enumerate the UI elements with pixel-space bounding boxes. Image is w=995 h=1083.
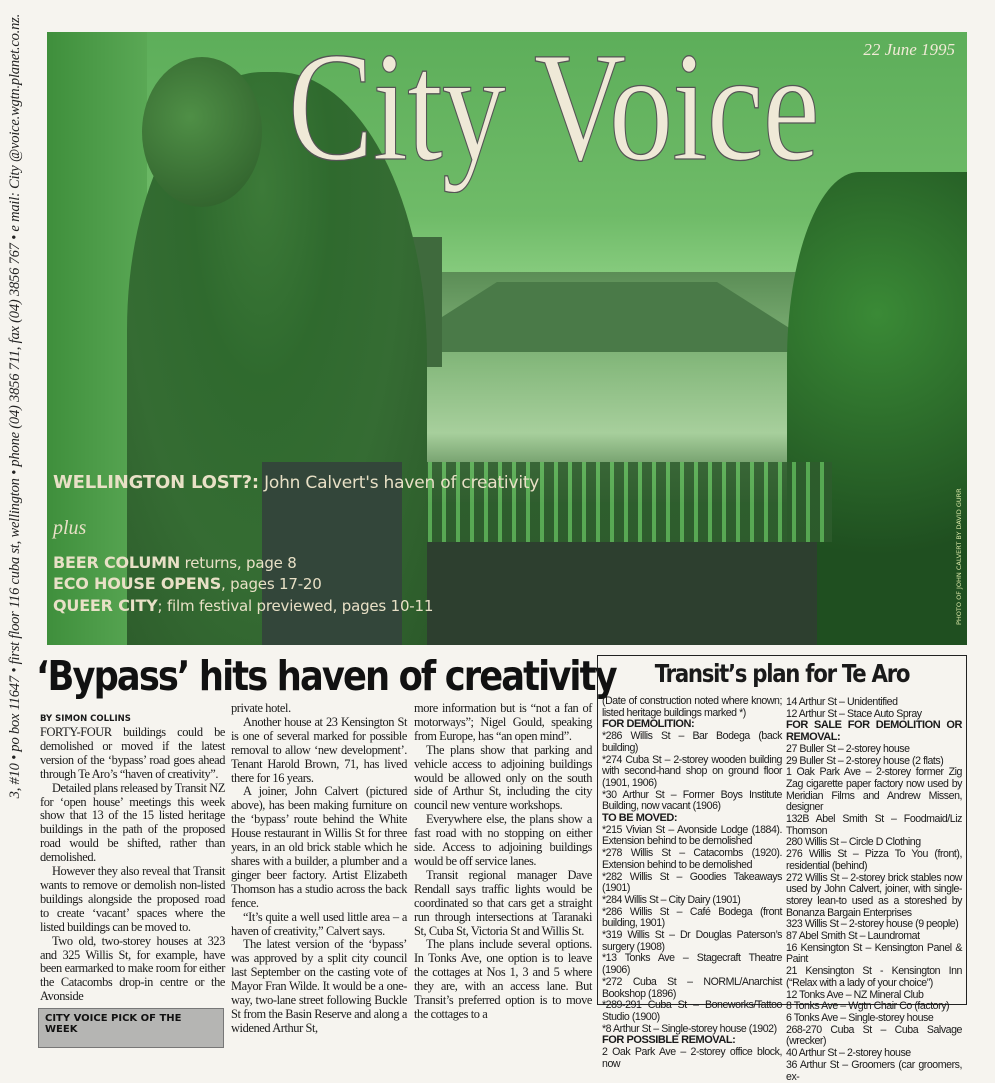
paragraph: Two old, two-storey houses at 323 and 325 Willis St, for example, have been earmarked to make room for either the Catacombs drop-in centre or the Avonside [40, 933, 225, 1004]
article-column-2 [231, 702, 407, 1036]
article-byline: BY SIMON COLLINS [40, 714, 131, 724]
photo-man-head [142, 57, 262, 207]
paragraph: The latest version of the ‘bypass’ was approved by a split city council last September on the casting vote of Mayor Fran Wilde. It would be a one-way, two-lane street following Buckle St from the Basin Reserve and along a widened Arthur St, [231, 937, 407, 1035]
sidebar-list-item: 280 Willis St – Circle D Clothing [786, 836, 921, 849]
sidebar-section-heading: FOR SALE FOR DEMOLITION OR REMOVAL: [786, 719, 962, 744]
sidebar-title: Transit’s plan for Te Aro [654, 659, 910, 688]
sidebar-list-item: 87 Abel Smith St – Laundromat [786, 930, 920, 943]
sidebar-list-item: 276 Willis St – Pizza To You (front), residential (behind) [786, 848, 962, 872]
sidebar-list-item: *272 Cuba St – NORML/Anarchist Bookshop (1896) [602, 975, 782, 1000]
feature-text: John Calvert's haven of creativity [264, 473, 540, 493]
sidebar-list-item: 1 Oak Park Ave – 2-storey former Zig Zag cigarette paper factory now used by Meridian Films and Andrew Missen, designer [786, 766, 962, 814]
sidebar-list-item: 12 Arthur St – Stace Auto Spray [786, 707, 922, 720]
sidebar-list-item: 36 Arthur St – Groomers (car groomers, ex- [786, 1058, 962, 1083]
paragraph: A joiner, John Calvert (pictured above), has been making furniture on the ‘bypass’ route behind the White House restaurant in Willis St for three years, in an old brick stable which he shares with a builder, a plumber and a ginger beer factory. Artist Elizabeth Thomson has a studio across the back fence. [231, 784, 407, 910]
article-column-3 [414, 702, 592, 1022]
teaser-kicker: ECO HOUSE OPENS [53, 574, 222, 593]
issue-date: 22 June 1995 [863, 40, 955, 59]
pick-of-week-box [38, 1008, 224, 1048]
teaser-queer-city[interactable] [53, 596, 433, 615]
paragraph: The plans include several options. In Tonks Ave, one option is to leave the cottages at Nos 1, 3 and 5 where they are, with an access lane. But Transit’s preferred option is to move the cottages to a [414, 937, 592, 1021]
sidebar-list-item: 8 Tonks Ave – Wgtn Chair Co (factory) [786, 1000, 950, 1013]
article-headline: ‘Bypass’ hits haven of creativity [36, 652, 616, 700]
sidebar-section-heading: TO BE MOVED: [602, 812, 678, 825]
teaser-text: returns, page 8 [184, 554, 297, 572]
sidebar-list-item: 268-270 Cuba St – Cuba Salvage (wrecker) [786, 1023, 962, 1048]
sidebar-list-item: 6 Tonks Ave – Single-storey house [786, 1011, 934, 1024]
sidebar-list-item: 2 Oak Park Ave – 2-storey office block, now [602, 1046, 782, 1070]
sidebar-list-item: *284 Willis St – City Dairy (1901) [602, 893, 741, 906]
sidebar-section-heading: FOR POSSIBLE REMOVAL: [602, 1034, 736, 1047]
sidebar-list-item: (Date of construction noted where known; listed heritage buildings marked *) [602, 695, 782, 719]
sidebar-list-item: *30 Arthur St – Former Boys Institute Building, now vacant (1906) [602, 788, 782, 813]
teaser-text: , pages 17-20 [221, 575, 322, 593]
sidebar-list-item: *274 Cuba St – 2-storey wooden building with second-hand shop on ground floor (1901, 1906) [602, 753, 782, 789]
masthead-title: City Voice [288, 20, 819, 193]
sidebar-list-item: *278 Willis St – Catacombs (1920). Extension behind to be demolished [602, 847, 782, 871]
sidebar-list-item: *286 Willis St – Café Bodega (front building, 1901) [602, 905, 782, 930]
paragraph: Another house at 23 Kensington St is one of several marked for possible removal to allow ‘new development’. Tenant Harold Brown, 71, has lived there for 16 years. [231, 714, 407, 785]
sidebar-column-1 [602, 696, 782, 1071]
sidebar-list-item: 21 Kensington St - Kensington Inn (“Relax with a lady of your choice”) [786, 965, 962, 989]
sidebar-list-item: 14 Arthur St – Unidentified [786, 696, 898, 708]
sidebar-list-item: 27 Buller St – 2-storey house [786, 742, 910, 755]
contact-strip: 3, #10 • po box 11647 • first floor 116 cuba st, wellington • phone (04) 3856 711, fax (04) 3856 767 • e mail: City @voice.wgtn.planet.co.nz. [7, 14, 23, 799]
sidebar-column-2 [786, 697, 962, 1083]
teaser-beer[interactable] [53, 553, 297, 572]
plus-label: plus [53, 517, 87, 539]
paragraph: Everywhere else, the plans show a fast road with no stopping on either side. Access to adjoining buildings would be off service lanes. [414, 812, 592, 868]
paragraph: Transit regional manager Dave Rendall says traffic lights would be coordinated so that cars get a straight run through intersections at Taranaki St, Cuba St, Victoria St and Willis St. [414, 867, 592, 938]
paragraph: Detailed plans released by Transit NZ for ‘open house’ meetings this week show that 13 of the 15 listed heritage buildings in the path of the proposed road would be shifted, rather than demolished. [40, 780, 225, 865]
paragraph: “It’s quite a well used little area – a haven of creativity,” Calvert says. [231, 909, 407, 938]
paragraph: However they also reveal that Transit wants to remove or demolish non-listed buildings alongside the proposed road to create ‘vacant’ spaces where the listed buildings can be moved to. [40, 864, 225, 934]
sidebar-list-item: 323 Willis St – 2-storey house (9 people) [786, 918, 959, 931]
sidebar-list-item: *286 Willis St – Bar Bodega (back building) [602, 730, 782, 754]
sidebar-section-heading: FOR DEMOLITION: [602, 718, 695, 731]
teaser-kicker: QUEER CITY [53, 596, 158, 615]
pick-of-week-heading: CITY VOICE PICK OF THE WEEK [45, 1013, 182, 1035]
paragraph: private hotel. [231, 701, 291, 715]
paragraph: The plans show that parking and vehicle access to adjoining buildings would be allowed only on the south side of Arthur St, including the city council new venture workshops. [414, 742, 592, 813]
teaser-text: ; film festival previewed, pages 10-11 [157, 597, 434, 615]
sidebar-list-item: 272 Willis St – 2-storey brick stables now used by John Calvert, joiner, with single-storey lean-to used as a storeshed by Bonanza Bargain Enterprises [786, 871, 962, 919]
article-column-1 [40, 726, 225, 1004]
paragraph: FORTY-FOUR buildings could be demolished or moved if the latest version of the ‘bypass’ road goes ahead through Te Aro’s “haven of creativity”. [40, 725, 225, 781]
teaser-kicker: BEER COLUMN [53, 553, 181, 572]
sidebar-list-item: 16 Kensington St – Kensington Panel & Paint [786, 941, 962, 966]
feature-kicker: WELLINGTON LOST?: [53, 472, 259, 493]
sidebar-list-item: 29 Buller St – 2-storey house (2 flats) [786, 754, 944, 767]
sidebar-list-item: 12 Tonks Ave – NZ Mineral Club [786, 988, 924, 1001]
sidebar-list-item: *319 Willis St – Dr Douglas Paterson’s surgery (1908) [602, 929, 782, 953]
sidebar-list-item: *215 Vivian St – Avonside Lodge (1884). Extension behind to be demolished [602, 823, 782, 848]
sidebar-list-item: *13 Tonks Ave – Stagecraft Theatre (1906) [602, 952, 782, 977]
sidebar-list-item: *289-291 Cuba St – Boneworks/Tattoo Studio (1900) [602, 999, 782, 1023]
sidebar-list-item: *282 Willis St – Goodies Takeaways (1901) [602, 870, 782, 895]
sidebar-list-item: 132B Abel Smith St – Foodmaid/Liz Thomson [786, 813, 962, 837]
teaser-eco-house[interactable] [53, 574, 322, 593]
photo-credit: PHOTO OF JOHN CALVERT BY DAVID GURR [955, 488, 963, 625]
sidebar-list-item: 40 Arthur St – 2-storey house [786, 1047, 911, 1060]
feature-teaser[interactable] [53, 472, 539, 493]
paragraph: more information but is “not a fan of motorways”; Nigel Gould, speaking from Europe, has “an open mind”. [414, 701, 592, 743]
photo-ground [377, 542, 817, 645]
sidebar-list-item: *8 Arthur St – Single-storey house (1902) [602, 1022, 777, 1035]
